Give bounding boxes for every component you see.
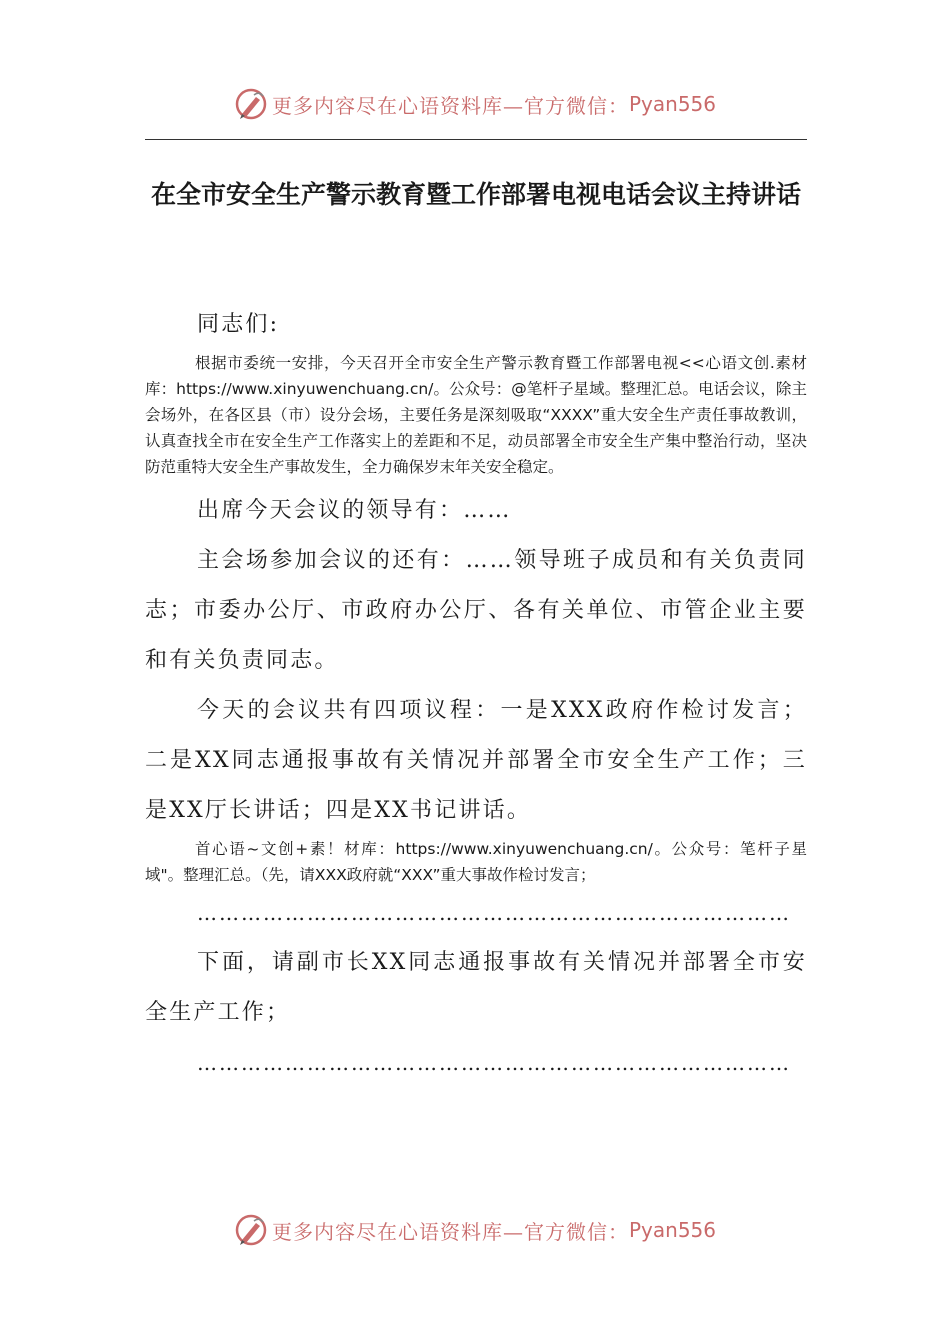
next-item-paragraph: 下面，请副市长XX同志通报事故有关情况并部署全市安全生产工作； xyxy=(145,950,807,1025)
leaders-paragraph: 出席今天会议的领导有：…… xyxy=(197,498,512,523)
footer-banner-handle: Pyan556 xyxy=(628,1218,716,1242)
header-banner-handle: Pyan556 xyxy=(628,92,716,116)
header-banner xyxy=(0,84,950,124)
footer-banner-text: 更多内容尽在心语资料库—官方微信： xyxy=(271,1219,629,1244)
footer-banner xyxy=(0,1210,950,1250)
attendees-paragraph: 主会场参加会议的还有：……领导班子成员和有关负责同志；市委办公厅、市政府办公厅、各有关单位、市管企业主要和有关负责同志。 xyxy=(145,548,807,673)
salutation: 同志们: xyxy=(197,312,280,337)
intro-paragraph: 根据市委统一安排，今天召开全市安全生产警示教育暨工作部署电视<<心语文创.素材库：https://www.xinyuwenchuang.cn/。公众号：@笔杆子星域。整理汇总。电话会议，除主会场外，在各区县（市）设分会场，主要任务是深刻吸取“XXXX”重大安全生产责任事故教训，认真查找全市在安全生产工作落实上的差距和不足，动员部署全市安全生产集中整治行动，坚决防范重特大安全生产事故发生，全力确保岁末年关安全稳定。 xyxy=(145,354,807,476)
header-banner-text: 更多内容尽在心语资料库—官方微信： xyxy=(271,93,629,118)
header-divider xyxy=(145,139,807,140)
ellipsis-line-2: ……………………………………………………………………… xyxy=(197,1051,791,1075)
document-body xyxy=(145,300,807,1088)
document-title: 在全市安全生产警示教育暨工作部署电视电话会议主持讲话 xyxy=(150,180,801,209)
first-item-paragraph: 首心语~文创+素！材库：https://www.xinyuwenchuang.cn/。公众号：笔杆子星域"。整理汇总。（先，请XXX政府就“XXX”重大事故作检讨发言； xyxy=(145,840,807,884)
pen-logo-icon xyxy=(234,1213,268,1247)
ellipsis-line-1: ……………………………………………………………………… xyxy=(197,901,791,925)
pen-logo-icon xyxy=(234,87,268,121)
agenda-paragraph: 今天的会议共有四项议程：一是XXX政府作检讨发言；二是XX同志通报事故有关情况并部署全市安全生产工作；三是XX厅长讲话；四是XX书记讲话。 xyxy=(145,698,807,823)
